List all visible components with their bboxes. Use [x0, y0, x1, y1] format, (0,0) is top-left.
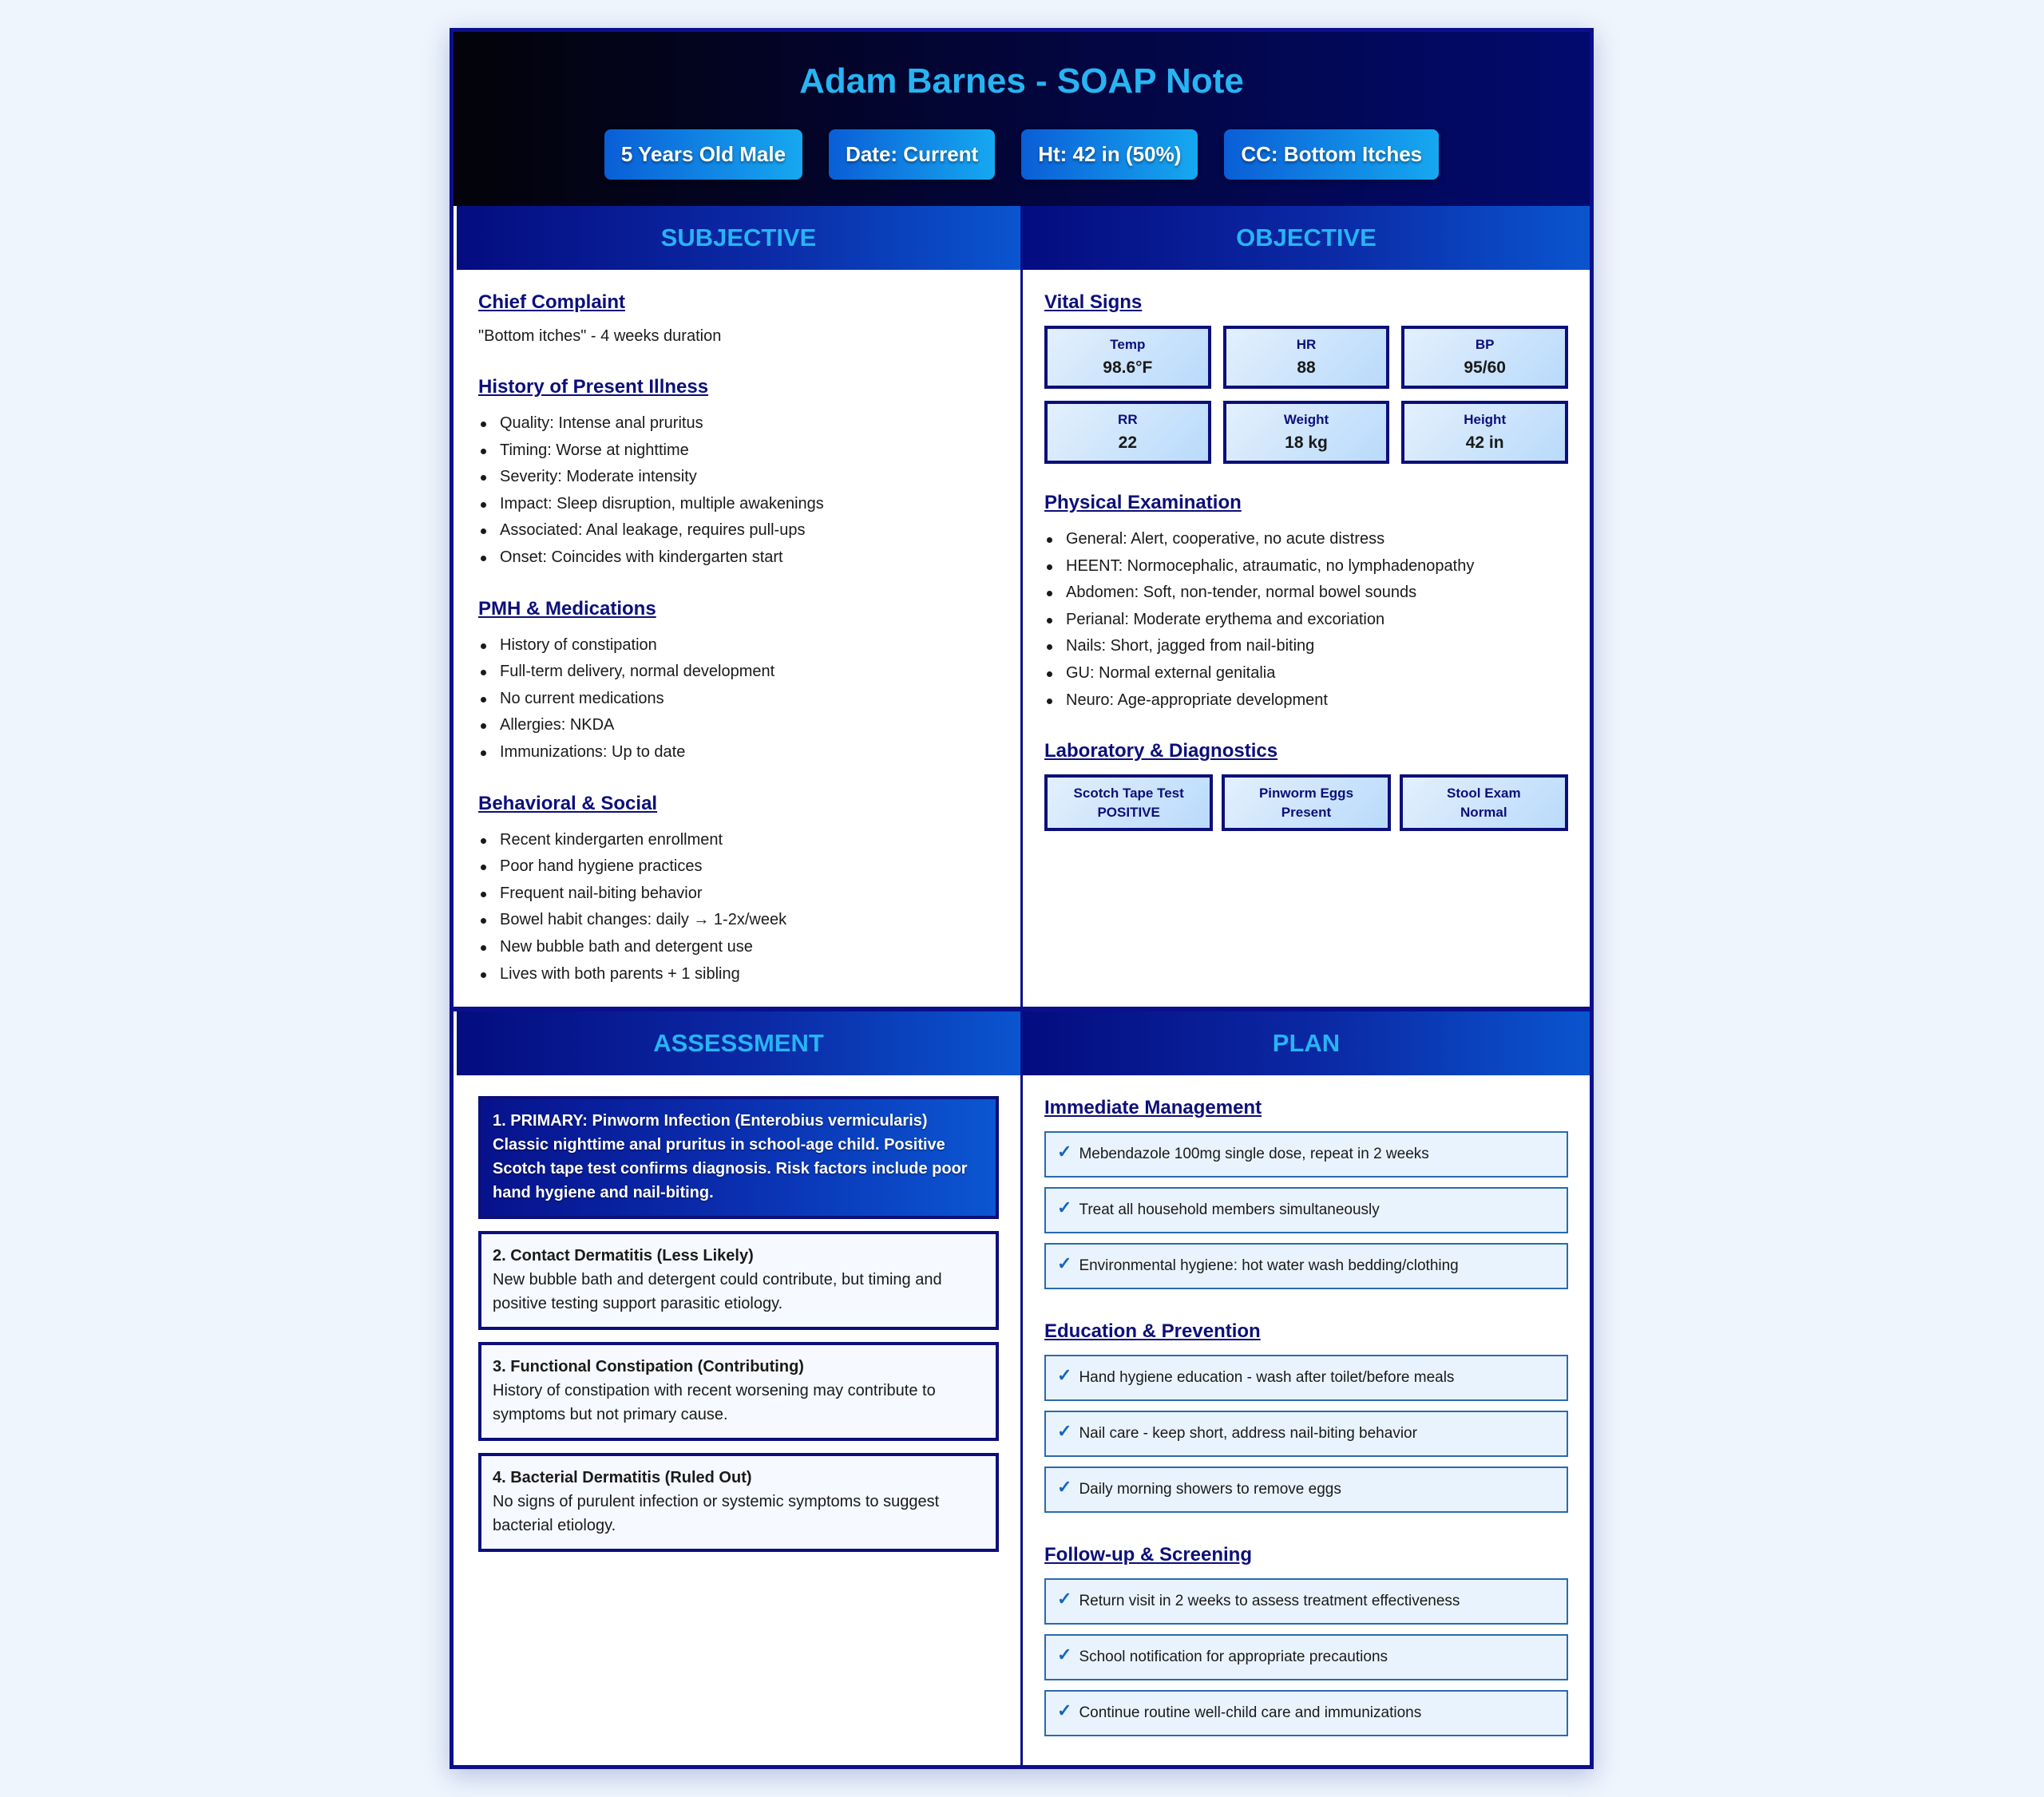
note-header — [454, 32, 1590, 206]
list-item: Recent kindergarten enrollment — [478, 827, 999, 854]
differential-diagnosis — [478, 1453, 999, 1552]
list-item: General: Alert, cooperative, no acute distress — [1044, 526, 1568, 553]
plan-item-text: Treat all household members simultaneously — [1079, 1201, 1380, 1218]
assessment-section — [454, 1011, 1020, 1768]
list-item: Full-term delivery, normal development — [478, 659, 999, 686]
vitals-title: Vital Signs — [1044, 291, 1143, 313]
list-item: Perianal: Moderate erythema and excoriation — [1044, 607, 1568, 634]
plan-group — [1044, 1578, 1568, 1736]
plan-group — [1044, 1355, 1568, 1513]
hpi-list — [478, 410, 999, 572]
vital-rr — [1044, 401, 1211, 464]
checkmark-icon: ✓ — [1057, 1197, 1072, 1217]
page-title: Adam Barnes - SOAP Note — [799, 61, 1244, 101]
vital-value: 98.6°F — [1103, 358, 1153, 377]
list-item: Allergies: NKDA — [478, 712, 999, 739]
patient-badges — [454, 129, 1590, 180]
diagnosis-text: New bubble bath and detergent could contribute, but timing and positive testing support parasitic etiology. — [493, 1270, 942, 1312]
subjective-section — [454, 206, 1020, 1007]
plan-item-text: Environmental hygiene: hot water wash bedding/clothing — [1079, 1257, 1459, 1274]
labs-title: Laboratory & Diagnostics — [1044, 740, 1278, 762]
exam-title: Physical Examination — [1044, 492, 1242, 513]
pmh-list — [478, 632, 999, 766]
vital-bp — [1401, 326, 1568, 389]
vital-value: 42 in — [1465, 433, 1504, 452]
chief-complaint-badge: CC: Bottom Itches — [1224, 129, 1439, 180]
list-item: Nails: Short, jagged from nail-biting — [1044, 633, 1568, 660]
age-sex-badge: 5 Years Old Male — [604, 129, 802, 180]
plan-item-text: Nail care - keep short, address nail-biting behavior — [1079, 1424, 1417, 1442]
plan-item — [1044, 1355, 1568, 1401]
diagnosis-title: 2. Contact Dermatitis (Less Likely) — [493, 1246, 754, 1265]
list-item: Timing: Worse at nighttime — [478, 437, 999, 465]
lab-result: Normal — [1460, 805, 1507, 821]
soap-grid — [454, 206, 1590, 1769]
vital-label: BP — [1475, 337, 1495, 352]
plan-group-title: Immediate Management — [1044, 1096, 1262, 1118]
plan-item-text: Continue routine well-child care and immunizations — [1079, 1704, 1422, 1721]
exam-list — [1044, 526, 1568, 714]
vital-value: 95/60 — [1464, 358, 1506, 377]
primary-diagnosis: 1. PRIMARY: Pinworm Infection (Enterobius vermicularis) Classic nighttime anal pruritus in school-age child. Positive Scotch tape test confirms diagnosis. Risk factors include poor hand hygiene and nail-biting. — [478, 1096, 999, 1219]
plan-item — [1044, 1466, 1568, 1513]
vitals-grid — [1044, 326, 1568, 464]
list-item: No current medications — [478, 686, 999, 713]
objective-heading: OBJECTIVE — [1023, 206, 1590, 270]
list-item: Impact: Sleep disruption, multiple awakenings — [478, 491, 999, 518]
lab-name: Stool Exam — [1447, 786, 1521, 802]
vital-label: Height — [1464, 412, 1507, 427]
lab-stool-exam — [1400, 774, 1568, 831]
lab-name: Scotch Tape Test — [1073, 786, 1184, 802]
list-item: Bowel habit changes: daily → 1-2x/week — [478, 907, 999, 934]
plan-item-text: School notification for appropriate precautions — [1079, 1648, 1388, 1665]
diagnosis-text: History of constipation with recent worsening may contribute to symptoms but not primary cause. — [493, 1381, 936, 1423]
plan-group — [1044, 1131, 1568, 1289]
plan-item — [1044, 1243, 1568, 1289]
plan-heading: PLAN — [1023, 1011, 1590, 1075]
diagnosis-text: No signs of purulent infection or systemic symptoms to suggest bacterial etiology. — [493, 1492, 940, 1534]
list-item: Abdomen: Soft, non-tender, normal bowel sounds — [1044, 580, 1568, 607]
objective-section — [1023, 206, 1590, 1007]
social-title: Behavioral & Social — [478, 792, 658, 814]
lab-scotch-tape — [1044, 774, 1213, 831]
checkmark-icon: ✓ — [1057, 1420, 1072, 1441]
plan-item — [1044, 1578, 1568, 1625]
differential-diagnosis — [478, 1231, 999, 1330]
list-item: Associated: Anal leakage, requires pull-ups — [478, 517, 999, 544]
list-item: New bubble bath and detergent use — [478, 934, 999, 961]
chief-complaint-text: "Bottom itches" - 4 weeks duration — [478, 327, 722, 345]
plan-group-title: Follow-up & Screening — [1044, 1543, 1253, 1565]
list-item: Quality: Intense anal pruritus — [478, 410, 999, 437]
plan-item-text: Hand hygiene education - wash after toilet/before meals — [1079, 1368, 1455, 1386]
lab-result: Present — [1281, 805, 1332, 821]
vital-hr — [1223, 326, 1390, 389]
diagnosis-title: 3. Functional Constipation (Contributing) — [493, 1357, 804, 1375]
labs-grid — [1044, 774, 1568, 831]
lab-pinworm-eggs — [1222, 774, 1390, 831]
checkmark-icon: ✓ — [1057, 1141, 1072, 1162]
checkmark-icon: ✓ — [1057, 1700, 1072, 1720]
list-item: Neuro: Age-appropriate development — [1044, 687, 1568, 714]
list-item: Severity: Moderate intensity — [478, 464, 999, 491]
vital-label: Temp — [1110, 337, 1146, 352]
vital-label: HR — [1296, 337, 1317, 352]
lab-name: Pinworm Eggs — [1258, 786, 1354, 802]
checkmark-icon: ✓ — [1057, 1476, 1072, 1497]
plan-group-title: Education & Prevention — [1044, 1320, 1261, 1342]
soap-note-page — [450, 28, 1594, 1769]
checkmark-icon: ✓ — [1057, 1644, 1072, 1664]
vital-height — [1401, 401, 1568, 464]
list-item: History of constipation — [478, 632, 999, 659]
chief-complaint-title: Chief Complaint — [478, 291, 625, 313]
plan-item-text: Mebendazole 100mg single dose, repeat in 2 weeks — [1079, 1145, 1429, 1162]
checkmark-icon: ✓ — [1057, 1588, 1072, 1609]
subjective-heading: SUBJECTIVE — [457, 206, 1020, 270]
vital-label: RR — [1118, 412, 1138, 427]
list-item: Lives with both parents + 1 sibling — [478, 961, 999, 988]
vital-temp — [1044, 326, 1211, 389]
plan-item — [1044, 1187, 1568, 1233]
list-item: GU: Normal external genitalia — [1044, 660, 1568, 687]
list-item: HEENT: Normocephalic, atraumatic, no lymphadenopathy — [1044, 553, 1568, 580]
vital-value: 22 — [1118, 433, 1137, 452]
differential-diagnosis — [478, 1342, 999, 1441]
list-item: Frequent nail-biting behavior — [478, 881, 999, 908]
plan-item-text: Daily morning showers to remove eggs — [1079, 1480, 1341, 1498]
vital-value: 88 — [1297, 358, 1316, 377]
plan-item-text: Return visit in 2 weeks to assess treatment effectiveness — [1079, 1592, 1460, 1609]
pmh-title: PMH & Medications — [478, 597, 656, 619]
plan-section — [1023, 1011, 1590, 1768]
social-list — [478, 827, 999, 988]
height-badge: Ht: 42 in (50%) — [1021, 129, 1198, 180]
plan-item — [1044, 1411, 1568, 1457]
vital-label: Weight — [1283, 412, 1329, 427]
vital-value: 18 kg — [1285, 433, 1328, 452]
plan-item — [1044, 1131, 1568, 1178]
plan-item — [1044, 1634, 1568, 1680]
lab-result: POSITIVE — [1097, 805, 1160, 821]
list-item: Poor hand hygiene practices — [478, 853, 999, 881]
list-item: Immunizations: Up to date — [478, 739, 999, 766]
checkmark-icon: ✓ — [1057, 1364, 1072, 1385]
hpi-title: History of Present Illness — [478, 376, 709, 398]
assessment-heading: ASSESSMENT — [457, 1011, 1020, 1075]
plan-item — [1044, 1690, 1568, 1736]
list-item: Onset: Coincides with kindergarten start — [478, 544, 999, 572]
checkmark-icon: ✓ — [1057, 1253, 1072, 1273]
vital-weight — [1223, 401, 1390, 464]
date-badge: Date: Current — [829, 129, 995, 180]
diagnosis-title: 4. Bacterial Dermatitis (Ruled Out) — [493, 1468, 752, 1486]
